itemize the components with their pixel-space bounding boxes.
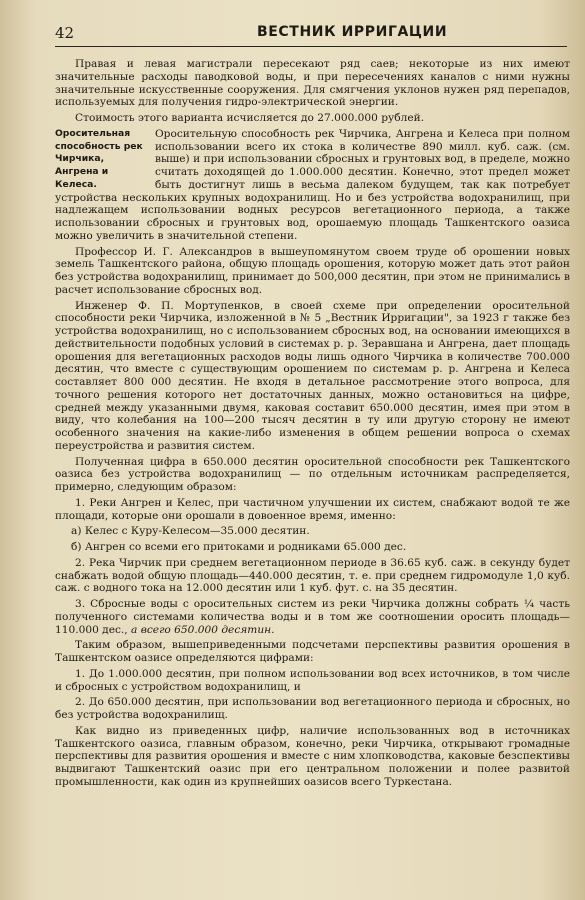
side-heading: Оросительная способность рек Чирчика, Ангрена и Келеса. (55, 127, 143, 190)
paragraph-distribution-intro: Полученная цифра в 650.000 десятин оросительной способности рек Ташкентского оазиса без устройства водохранилищ — по отдельным источникам распределяется, примерно, следующим образом: (55, 455, 570, 493)
paragraph-cost: Стоимость этого варианта исчисляется до 27.000.000 рублей. (75, 112, 425, 124)
page-number: 42 (55, 24, 75, 42)
paragraph-conclusion-intro: Таким образом, вышеприведенными подсчетами перспективы развития орошения в Ташкентском оазисе определяются цифрами: (55, 639, 570, 664)
running-title: ВЕСТНИК ИРРИГАЦИИ (257, 24, 448, 40)
list-subitem-keles: а) Келес с Куру-Келесом—35.000 десятин. (71, 525, 310, 538)
paragraph-final: Как видно из приведенных цифр, наличие использованных вод в источниках Ташкентского оазиса, главным образом, конечно, реки Чирчика, открывают громадные перспективы для развития орошения и вместе с ним хлопководства, каковые безспективы выдвигают Ташкентский оазис при его центральном положении и полее развитой промышленности, как один из крупнейших оазисов всего Туркестана. (55, 724, 570, 788)
page-header (55, 24, 567, 47)
paragraph-irrigation-capacity-text: Оросительную способность рек Чирчика, Ангрена и Келеса при полном использовании всего их стока в количестве 890 милл. куб. саж. (см. выше) и при использовании сбросных и грунтовых вод, в пределе, можно считать доходящей до 1.000.000 десятин. Конечно, этот предел может быть достигнут лишь в весьма далеком будущем, так как потребует устройства нескольких крупных водохранилищ. Но и без устройства водохранилищ, при надлежащем использовании водных ресурсов вегетационного периода, а также использовании сбросных и грунтовых вод, орошаемую площадь Ташкентского оазиса можно увеличить в значительной степени. (55, 127, 570, 242)
paragraph-magistrals: Правая и левая магистрали пересекают ряд саев; некоторые из них имеют значительные расходы паводковой воды, и при пересечениях каналов с ними нужны значительные искусственные сооружения. Для смягчения уклонов нужен ряд перепадов, используемых для получения гидро-электрической энергии. (55, 58, 570, 109)
list-item-angren-keles: 1. Реки Ангрен и Келес, при частичном улучшении их систем, снабжают водой те же площади, которые они орошали в довоенное время, именно: (55, 496, 570, 522)
total-sum: а всего 650.000 десятин. (131, 623, 275, 636)
paragraph-irrigation-capacity (55, 128, 570, 243)
list-item-650000: 2. До 650.000 десятин, при использовании вод вегетационного периода и сбросных, но без устройства водохранилищ. (55, 696, 570, 721)
list-item-discharge-waters (55, 598, 570, 636)
paragraph-aleksandrov: Профессор И. Г. Александров в вышеупомянутом своем труде об орошении новых земель Ташкентского района, общую площадь орошения, которую может дать этот район без устройства водохранилищ, принимает до 500,000 десятин, при этом не принимались в расчет использование сбросных вод. (55, 245, 570, 296)
list-item-one-million: 1. До 1.000.000 десятин, при полном использовании вод всех источников, в том числе и сбросных с устройством водохранилищ, и (55, 667, 570, 693)
list-item-discharge-text: 3. Сбросные воды с оросительных систем из реки Чирчика должны собрать ¼ часть полученного системами количества воды и в том же соотношении оросить площадь—110.000 дес., (55, 598, 570, 636)
paragraph-mortupenkov: Инженер Ф. П. Мортупенков, в своей схеме при определении оросительной способности реки Чирчика, изложенной в № 5 „Вестник Ирригации", за 1923 г также без устройства водохранилищ, но с использованием сбросных вод, на основании имеющихся в действительности подобных условий в системах р. р. Зеравшана и Ангрена, дает площадь орошения для вегетационных расходов воды лишь одного Чирчика в количестве 700.000 десятин, что вместе с существующим орошением по системам р. р. Ангрена и Келеса составляет 800 000 десятин. Не входя в детальное рассмотрение этого вопроса, для точного решения которого нет достаточных данных, можно остановиться на цифре, средней между указанными двумя, каковая составит 650.000 десятин, имея при этом в виду, что колебания на 100—200 тысяч десятин в ту или другую сторону не имеют особенного значения на какие-либо изменения в общем решении вопроса о схемах переустройства и развития систем. (55, 299, 570, 452)
article-body (55, 58, 570, 792)
list-item-chirchik: 2. Река Чирчик при среднем вегетационном периоде в 36.65 куб. саж. в секунду будет снабжать водой общую площадь—440.000 десятин, т. е. при среднем гидромодуле 1,0 куб. саж. с водного тока на 12.000 десятин или 1 куб. фут. с. на 35 десятин. (55, 556, 570, 595)
list-subitem-angren: б) Ангрен со всеми его притоками и родниками 65.000 дес. (71, 541, 407, 553)
